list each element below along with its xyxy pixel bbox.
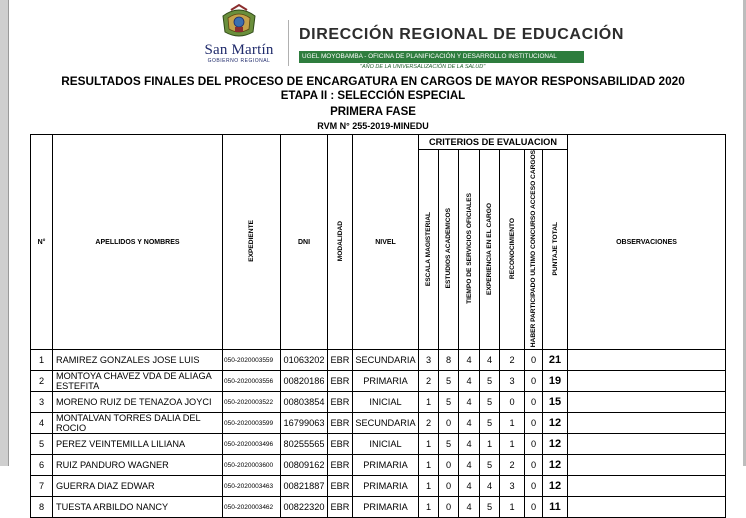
row-number: 3 [31, 392, 53, 413]
row-escala: 2 [419, 371, 439, 392]
row-experiencia: 5 [480, 497, 500, 518]
row-escala: 3 [419, 350, 439, 371]
header-expediente [223, 135, 281, 350]
row-escala: 1 [419, 497, 439, 518]
row-nivel: SECUNDARIA [353, 350, 419, 371]
row-estudios: 5 [439, 392, 459, 413]
row-dni: 00821887 [281, 476, 328, 497]
row-expediente: 050-2020003556 [223, 371, 281, 392]
header-reconocimiento-label: RECONOCIMIENTO [508, 218, 516, 280]
row-puntaje-total: 12 [543, 476, 568, 497]
row-experiencia: 4 [480, 476, 500, 497]
row-number: 1 [31, 350, 53, 371]
table-row [31, 497, 726, 518]
header-escala-label: ESCALA MAGISTERIAL [425, 211, 432, 286]
ugel-office-band: UGEL MOYOBAMBA - OFICINA DE PLANIFICACIÓN Y DESARROLLO INSTITUCIONAL [299, 51, 584, 63]
row-haber: 0 [525, 434, 543, 455]
row-experiencia: 4 [480, 350, 500, 371]
row-reconocimiento: 3 [500, 371, 525, 392]
table-row [31, 413, 726, 434]
resolution-number: RVM N° 255-2019-MINEDU [317, 121, 429, 131]
row-haber: 0 [525, 350, 543, 371]
row-haber: 0 [525, 371, 543, 392]
header-puntaje-label: PUNTAJE TOTAL [551, 221, 559, 276]
logo-subtitle: GOBIERNO REGIONAL [207, 58, 271, 64]
header-haber [525, 150, 543, 350]
row-escala: 1 [419, 392, 439, 413]
row-dni: 00822320 [281, 497, 328, 518]
row-reconocimiento: 0 [500, 392, 525, 413]
row-tiempo: 4 [459, 350, 480, 371]
table-header-row [31, 135, 726, 150]
row-number: 5 [31, 434, 53, 455]
row-observaciones [568, 350, 726, 371]
row-observaciones [568, 497, 726, 518]
header-dni: DNI [281, 135, 328, 350]
header-nombres: APELLIDOS Y NOMBRES [53, 135, 223, 350]
row-observaciones [568, 413, 726, 434]
row-expediente: 050-2020003462 [223, 497, 281, 518]
row-reconocimiento: 3 [500, 476, 525, 497]
row-escala: 1 [419, 455, 439, 476]
row-dni: 00803854 [281, 392, 328, 413]
header-n: N° [31, 135, 53, 350]
row-name: TUESTA ARBILDO NANCY [53, 497, 223, 518]
row-dni: 00820186 [281, 371, 328, 392]
header-experiencia-label: EXPERIENCIA EN EL CARGO [486, 202, 493, 295]
row-nivel: INICIAL [353, 392, 419, 413]
row-number: 2 [31, 371, 53, 392]
row-experiencia: 1 [480, 434, 500, 455]
table-row [31, 392, 726, 413]
row-dni: 16799063 [281, 413, 328, 434]
row-observaciones [568, 476, 726, 497]
row-estudios: 0 [439, 497, 459, 518]
row-nivel: PRIMARIA [353, 371, 419, 392]
row-experiencia: 5 [480, 413, 500, 434]
row-haber: 0 [525, 497, 543, 518]
row-modalidad: EBR [328, 371, 353, 392]
row-tiempo: 4 [459, 392, 480, 413]
row-puntaje-total: 12 [543, 413, 568, 434]
row-estudios: 5 [439, 434, 459, 455]
row-expediente: 050-2020003522 [223, 392, 281, 413]
table-row [31, 350, 726, 371]
header-observaciones: OBSERVACIONES [568, 135, 726, 350]
header-experiencia [480, 150, 500, 350]
row-reconocimiento: 1 [500, 413, 525, 434]
header-criterios: CRITERIOS DE EVALUACION [419, 135, 568, 150]
header-haber-label: HABER PARTICIPADO ULTIMO CONCURSO ACCESO CARGOS [530, 150, 537, 348]
header-reconocimiento [500, 150, 525, 350]
row-tiempo: 4 [459, 434, 480, 455]
row-experiencia: 5 [480, 392, 500, 413]
row-name: MORENO RUIZ DE TENAZOA JOYCI [53, 392, 223, 413]
row-observaciones [568, 455, 726, 476]
table-row [31, 476, 726, 497]
row-experiencia: 5 [480, 455, 500, 476]
row-expediente: 050-2020003463 [223, 476, 281, 497]
row-haber: 0 [525, 476, 543, 497]
row-modalidad: EBR [328, 476, 353, 497]
row-nivel: PRIMARIA [353, 497, 419, 518]
row-number: 4 [31, 413, 53, 434]
row-name: PEREZ VEINTEMILLA LILIANA [53, 434, 223, 455]
row-observaciones [568, 392, 726, 413]
row-name: MONTALVAN TORRES DALIA DEL ROCIO [53, 413, 223, 434]
header-divider [288, 20, 289, 66]
row-reconocimiento: 2 [500, 455, 525, 476]
header-nivel: NIVEL [353, 135, 419, 350]
header-tiempo [459, 150, 480, 350]
table-row [31, 434, 726, 455]
row-estudios: 8 [439, 350, 459, 371]
phase-title: PRIMERA FASE [330, 106, 416, 118]
stage-title: ETAPA II : SELECCIÓN ESPECIAL [280, 90, 466, 102]
row-number: 8 [31, 497, 53, 518]
results-table [30, 134, 726, 518]
row-puntaje-total: 12 [543, 455, 568, 476]
row-observaciones [568, 434, 726, 455]
header-estudios [439, 150, 459, 350]
row-tiempo: 4 [459, 413, 480, 434]
row-name: MONTOYA CHAVEZ VDA DE ALIAGA ESTEFITA [53, 371, 223, 392]
row-modalidad: EBR [328, 434, 353, 455]
row-puntaje-total: 21 [543, 350, 568, 371]
row-puntaje-total: 15 [543, 392, 568, 413]
row-reconocimiento: 1 [500, 497, 525, 518]
results-rows [31, 350, 726, 518]
ugel-motto: "AÑO DE LA UNIVERSALIZACIÓN DE LA SALUD" [360, 64, 486, 70]
row-reconocimiento: 2 [500, 350, 525, 371]
row-name: RAMIREZ GONZALES JOSE LUIS [53, 350, 223, 371]
row-escala: 1 [419, 434, 439, 455]
row-expediente: 050-2020003559 [223, 350, 281, 371]
row-number: 7 [31, 476, 53, 497]
gobierno-regional-logo [200, 2, 278, 76]
row-modalidad: EBR [328, 455, 353, 476]
header-modalidad [328, 135, 353, 350]
row-dni: 00809162 [281, 455, 328, 476]
row-modalidad: EBR [328, 392, 353, 413]
row-nivel: PRIMARIA [353, 455, 419, 476]
row-haber: 0 [525, 455, 543, 476]
row-nivel: INICIAL [353, 434, 419, 455]
row-estudios: 0 [439, 455, 459, 476]
row-expediente: 050-2020003599 [223, 413, 281, 434]
header-estudios-label: ESTUDIOS ACADEMICOS [445, 208, 452, 289]
row-haber: 0 [525, 413, 543, 434]
document-title: RESULTADOS FINALES DEL PROCESO DE ENCARGATURA EN CARGOS DE MAYOR RESPONSABILIDAD 2020 [61, 74, 685, 88]
header-tiempo-label: TIEMPO DE SERVICIOS OFICIALES [465, 193, 473, 305]
row-modalidad: EBR [328, 413, 353, 434]
header-puntaje [543, 150, 568, 350]
row-puntaje-total: 19 [543, 371, 568, 392]
row-name: RUIZ PANDURO WAGNER [53, 455, 223, 476]
row-estudios: 5 [439, 371, 459, 392]
row-observaciones [568, 371, 726, 392]
row-dni: 01063202 [281, 350, 328, 371]
header-modalidad-label: MODALIDAD [336, 220, 344, 262]
row-name: GUERRA DIAZ EDWAR [53, 476, 223, 497]
row-expediente: 050-2020003496 [223, 434, 281, 455]
row-dni: 80255565 [281, 434, 328, 455]
row-tiempo: 4 [459, 455, 480, 476]
header-expediente-label: EXPEDIENTE [248, 220, 255, 262]
regional-emblem-icon [217, 2, 261, 42]
row-reconocimiento: 1 [500, 434, 525, 455]
dre-title: DIRECCIÓN REGIONAL DE EDUCACIÓN [299, 26, 624, 43]
row-escala: 1 [419, 476, 439, 497]
row-puntaje-total: 11 [543, 497, 568, 518]
row-experiencia: 5 [480, 371, 500, 392]
row-number: 6 [31, 455, 53, 476]
row-tiempo: 4 [459, 497, 480, 518]
row-escala: 2 [419, 413, 439, 434]
row-estudios: 0 [439, 413, 459, 434]
row-puntaje-total: 12 [543, 434, 568, 455]
row-nivel: SECUNDARIA [353, 413, 419, 434]
row-haber: 0 [525, 392, 543, 413]
row-nivel: PRIMARIA [353, 476, 419, 497]
row-estudios: 0 [439, 476, 459, 497]
row-tiempo: 4 [459, 371, 480, 392]
row-tiempo: 4 [459, 476, 480, 497]
row-modalidad: EBR [328, 350, 353, 371]
table-row [31, 455, 726, 476]
viewer-left-border [0, 0, 9, 466]
row-modalidad: EBR [328, 497, 353, 518]
row-expediente: 050-2020003600 [223, 455, 281, 476]
table-row [31, 371, 726, 392]
logo-name: San Martín [204, 42, 274, 58]
header-escala [419, 150, 439, 350]
